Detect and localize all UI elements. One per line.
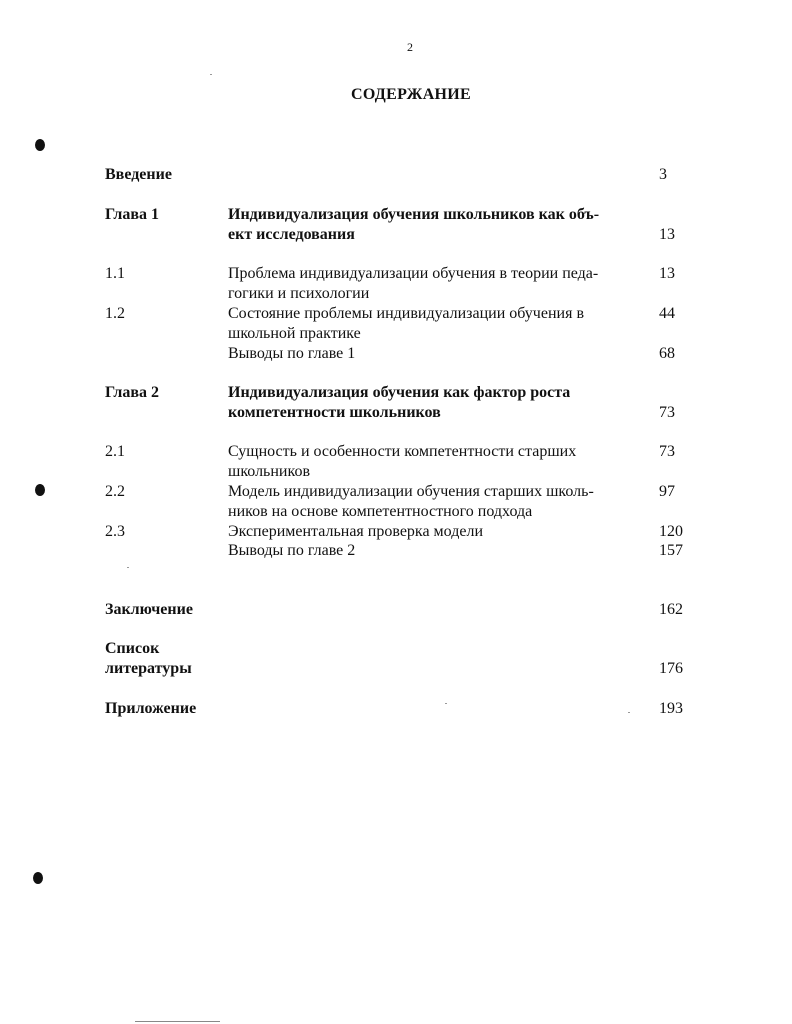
toc-title-line: Состояние проблемы индивидуализации обучения в (228, 305, 584, 322)
toc-page-number: 68 (659, 345, 675, 362)
binder-hole-bottom (33, 872, 43, 884)
page-title: СОДЕРЖАНИЕ (350, 86, 472, 103)
scan-speck (628, 712, 630, 713)
toc-page-number: 3 (659, 166, 667, 183)
page-number: 2 (407, 40, 413, 54)
toc-title-line: ект исследования (228, 226, 355, 243)
toc-page-number: 157 (659, 542, 683, 559)
toc-title-line: компетентности школьников (228, 404, 441, 421)
toc-page-number: 73 (659, 443, 675, 460)
toc-label: Приложение (105, 700, 197, 717)
toc-label: 2.2 (105, 483, 125, 500)
toc-title-line: Проблема индивидуализации обучения в теории педа- (228, 265, 599, 282)
toc-label: 1.2 (105, 305, 125, 322)
toc-title-line: Индивидуализация обучения как фактор роста (228, 384, 571, 401)
toc-label: Введение (105, 166, 172, 183)
scan-speck (127, 567, 129, 568)
toc-label: Глава 2 (105, 384, 159, 401)
toc-page-number: 176 (659, 660, 683, 677)
toc-label: Глава 1 (105, 206, 159, 223)
toc-page-number: 44 (659, 305, 675, 322)
toc-page-number: 13 (659, 226, 675, 243)
toc-title-line: гогики и психологии (228, 285, 370, 302)
scan-speck (445, 703, 447, 704)
toc-title-line: Выводы по главе 2 (228, 542, 356, 559)
toc-page-number: 73 (659, 404, 675, 421)
toc-page-number: 120 (659, 523, 683, 540)
toc-title-line: школьной практике (228, 325, 361, 342)
toc-title-line: Экспериментальная проверка модели (228, 523, 483, 540)
toc-page-number: 162 (659, 601, 683, 618)
binder-hole-middle (35, 484, 45, 496)
toc-title-line: ников на основе компетентностного подхода (228, 503, 533, 520)
toc-title-line: школьников (228, 463, 310, 480)
toc-title-line: Выводы по главе 1 (228, 345, 356, 362)
toc-label: Список (105, 640, 160, 657)
scan-line (135, 1021, 220, 1022)
toc-page-number: 97 (659, 483, 675, 500)
toc-title-line: Модель индивидуализации обучения старших школь- (228, 483, 594, 500)
toc-label: Заключение (105, 601, 193, 618)
toc-page-number: 13 (659, 265, 675, 282)
toc-title-line: Индивидуализация обучения школьников как объ- (228, 206, 600, 223)
toc-title-line: Сущность и особенности компетентности старших (228, 443, 577, 460)
scan-speck (210, 74, 212, 75)
toc-label: 2.3 (105, 523, 125, 540)
toc-label: 1.1 (105, 265, 125, 282)
toc-label: литературы (105, 660, 192, 677)
toc-page-number: 193 (659, 700, 683, 717)
toc-label: 2.1 (105, 443, 125, 460)
binder-hole-top (35, 139, 45, 151)
